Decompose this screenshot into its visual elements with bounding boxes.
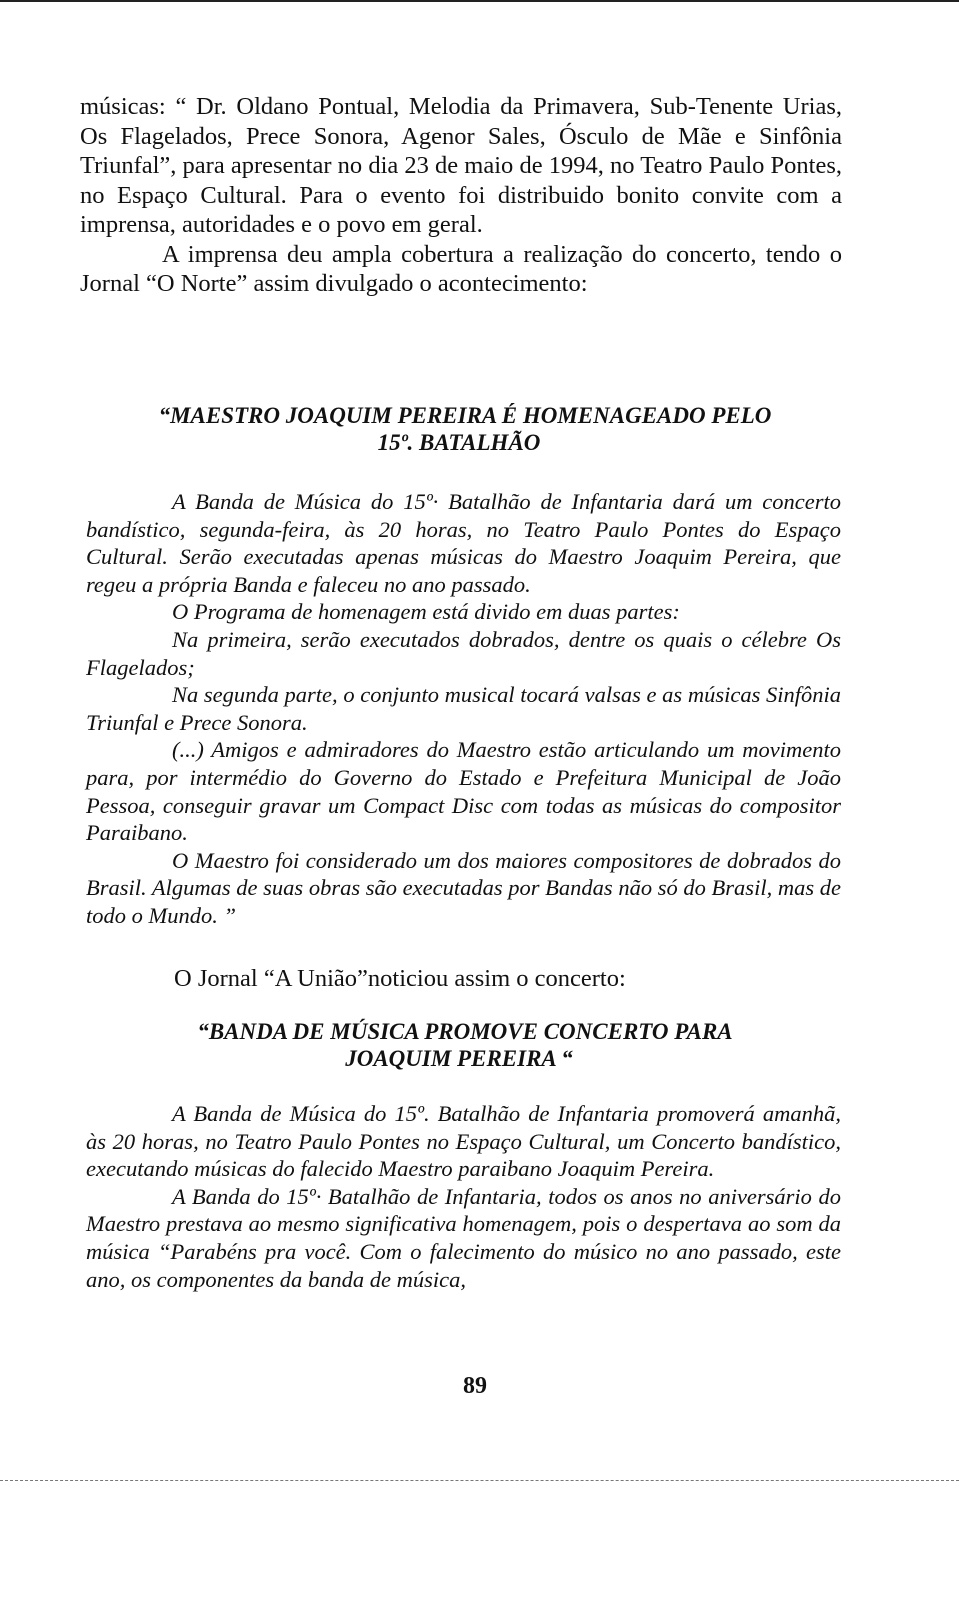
article1-paragraph: Na segunda parte, o conjunto musical tocará valsas e as músicas Sinfônia Triunfal e Prece Sonora. — [86, 682, 841, 735]
page-number: 89 — [463, 1373, 487, 1399]
top-border-line — [0, 0, 959, 2]
article1-paragraph: Na primeira, serão executados dobrados, dentre os quais o célebre Os Flagelados; — [86, 626, 841, 680]
article1-paragraph: A Banda de Música do 15º· Batalhão de Infantaria dará um concerto bandístico, segunda-feira, às 20 horas, no Teatro Paulo Pontes do Espaço Cultural. Serão executadas apenas músicas do Maestro Joaquim Pereira, que regeu a própria Banda e faleceu no ano passado. — [86, 489, 841, 597]
article1-headline-line1: “MAESTRO JOAQUIM PEREIRA É HOMENAGEADO PELO — [158, 403, 772, 428]
article2-headline-line1: “BANDA DE MÚSICA PROMOVE CONCERTO PARA — [197, 1019, 733, 1044]
article1-body — [86, 488, 841, 930]
article1-paragraph: (...) Amigos e admiradores do Maestro estão articulando um movimento para, por intermédio do Governo do Estado e Prefeitura Municipal de João Pessoa, conseguir gravar um Compact Disc com todas as músicas do compositor Paraibano. — [86, 737, 841, 846]
transition-line: O Jornal “A União”noticiou assim o concerto: — [174, 965, 626, 992]
article2-paragraph: A Banda do 15º· Batalhão de Infantaria, todos os anos no aniversário do Maestro prestava ao mesmo significativa homenagem, pois o despertava ao som da música “Parabéns pra você. Com o falecimento do músico no ano passado, este ano, os componentes da banda de música, — [86, 1183, 841, 1292]
article1-headline — [90, 402, 840, 456]
article2-body — [86, 1100, 841, 1293]
intro-text — [80, 92, 842, 299]
article1-paragraph: O Programa de homenagem está divido em duas partes: — [172, 599, 680, 625]
article2-headline-line2: JOAQUIM PEREIRA “ — [345, 1046, 573, 1071]
intro-paragraph-1: músicas: “ Dr. Oldano Pontual, Melodia da Primavera, Sub-Tenente Urias, Os Flagelados, Prece Sonora, Agenor Sales, Ósculo de Mãe e Sinfônia Triunfal”, para apresentar no dia 23 de maio de 1994, no Teatro Paulo Pontes, no Espaço Cultural. Para o evento foi distribuido bonito convite com a imprensa, autoridades e o povo em geral. — [80, 93, 842, 238]
article2-headline — [90, 1018, 840, 1072]
bottom-scan-line — [0, 1480, 959, 1482]
article2-paragraph: A Banda de Música do 15º. Batalhão de Infantaria promoverá amanhã, às 20 horas, no Teatro Paulo Pontes no Espaço Cultural, um Concerto bandístico, executando músicas do falecido Maestro paraibano Joaquim Pereira. — [86, 1101, 841, 1182]
article1-paragraph: O Maestro foi considerado um dos maiores compositores de dobrados do Brasil. Algumas de suas obras são executadas por Bandas não só do Brasil, mas de todo o Mundo. ” — [86, 847, 841, 928]
intro-paragraph-2: A imprensa deu ampla cobertura a realização do concerto, tendo o Jornal “O Norte” assim divulgado o acontecimento: — [80, 240, 842, 297]
article1-headline-line2: 15º. BATALHÃO — [377, 430, 541, 455]
